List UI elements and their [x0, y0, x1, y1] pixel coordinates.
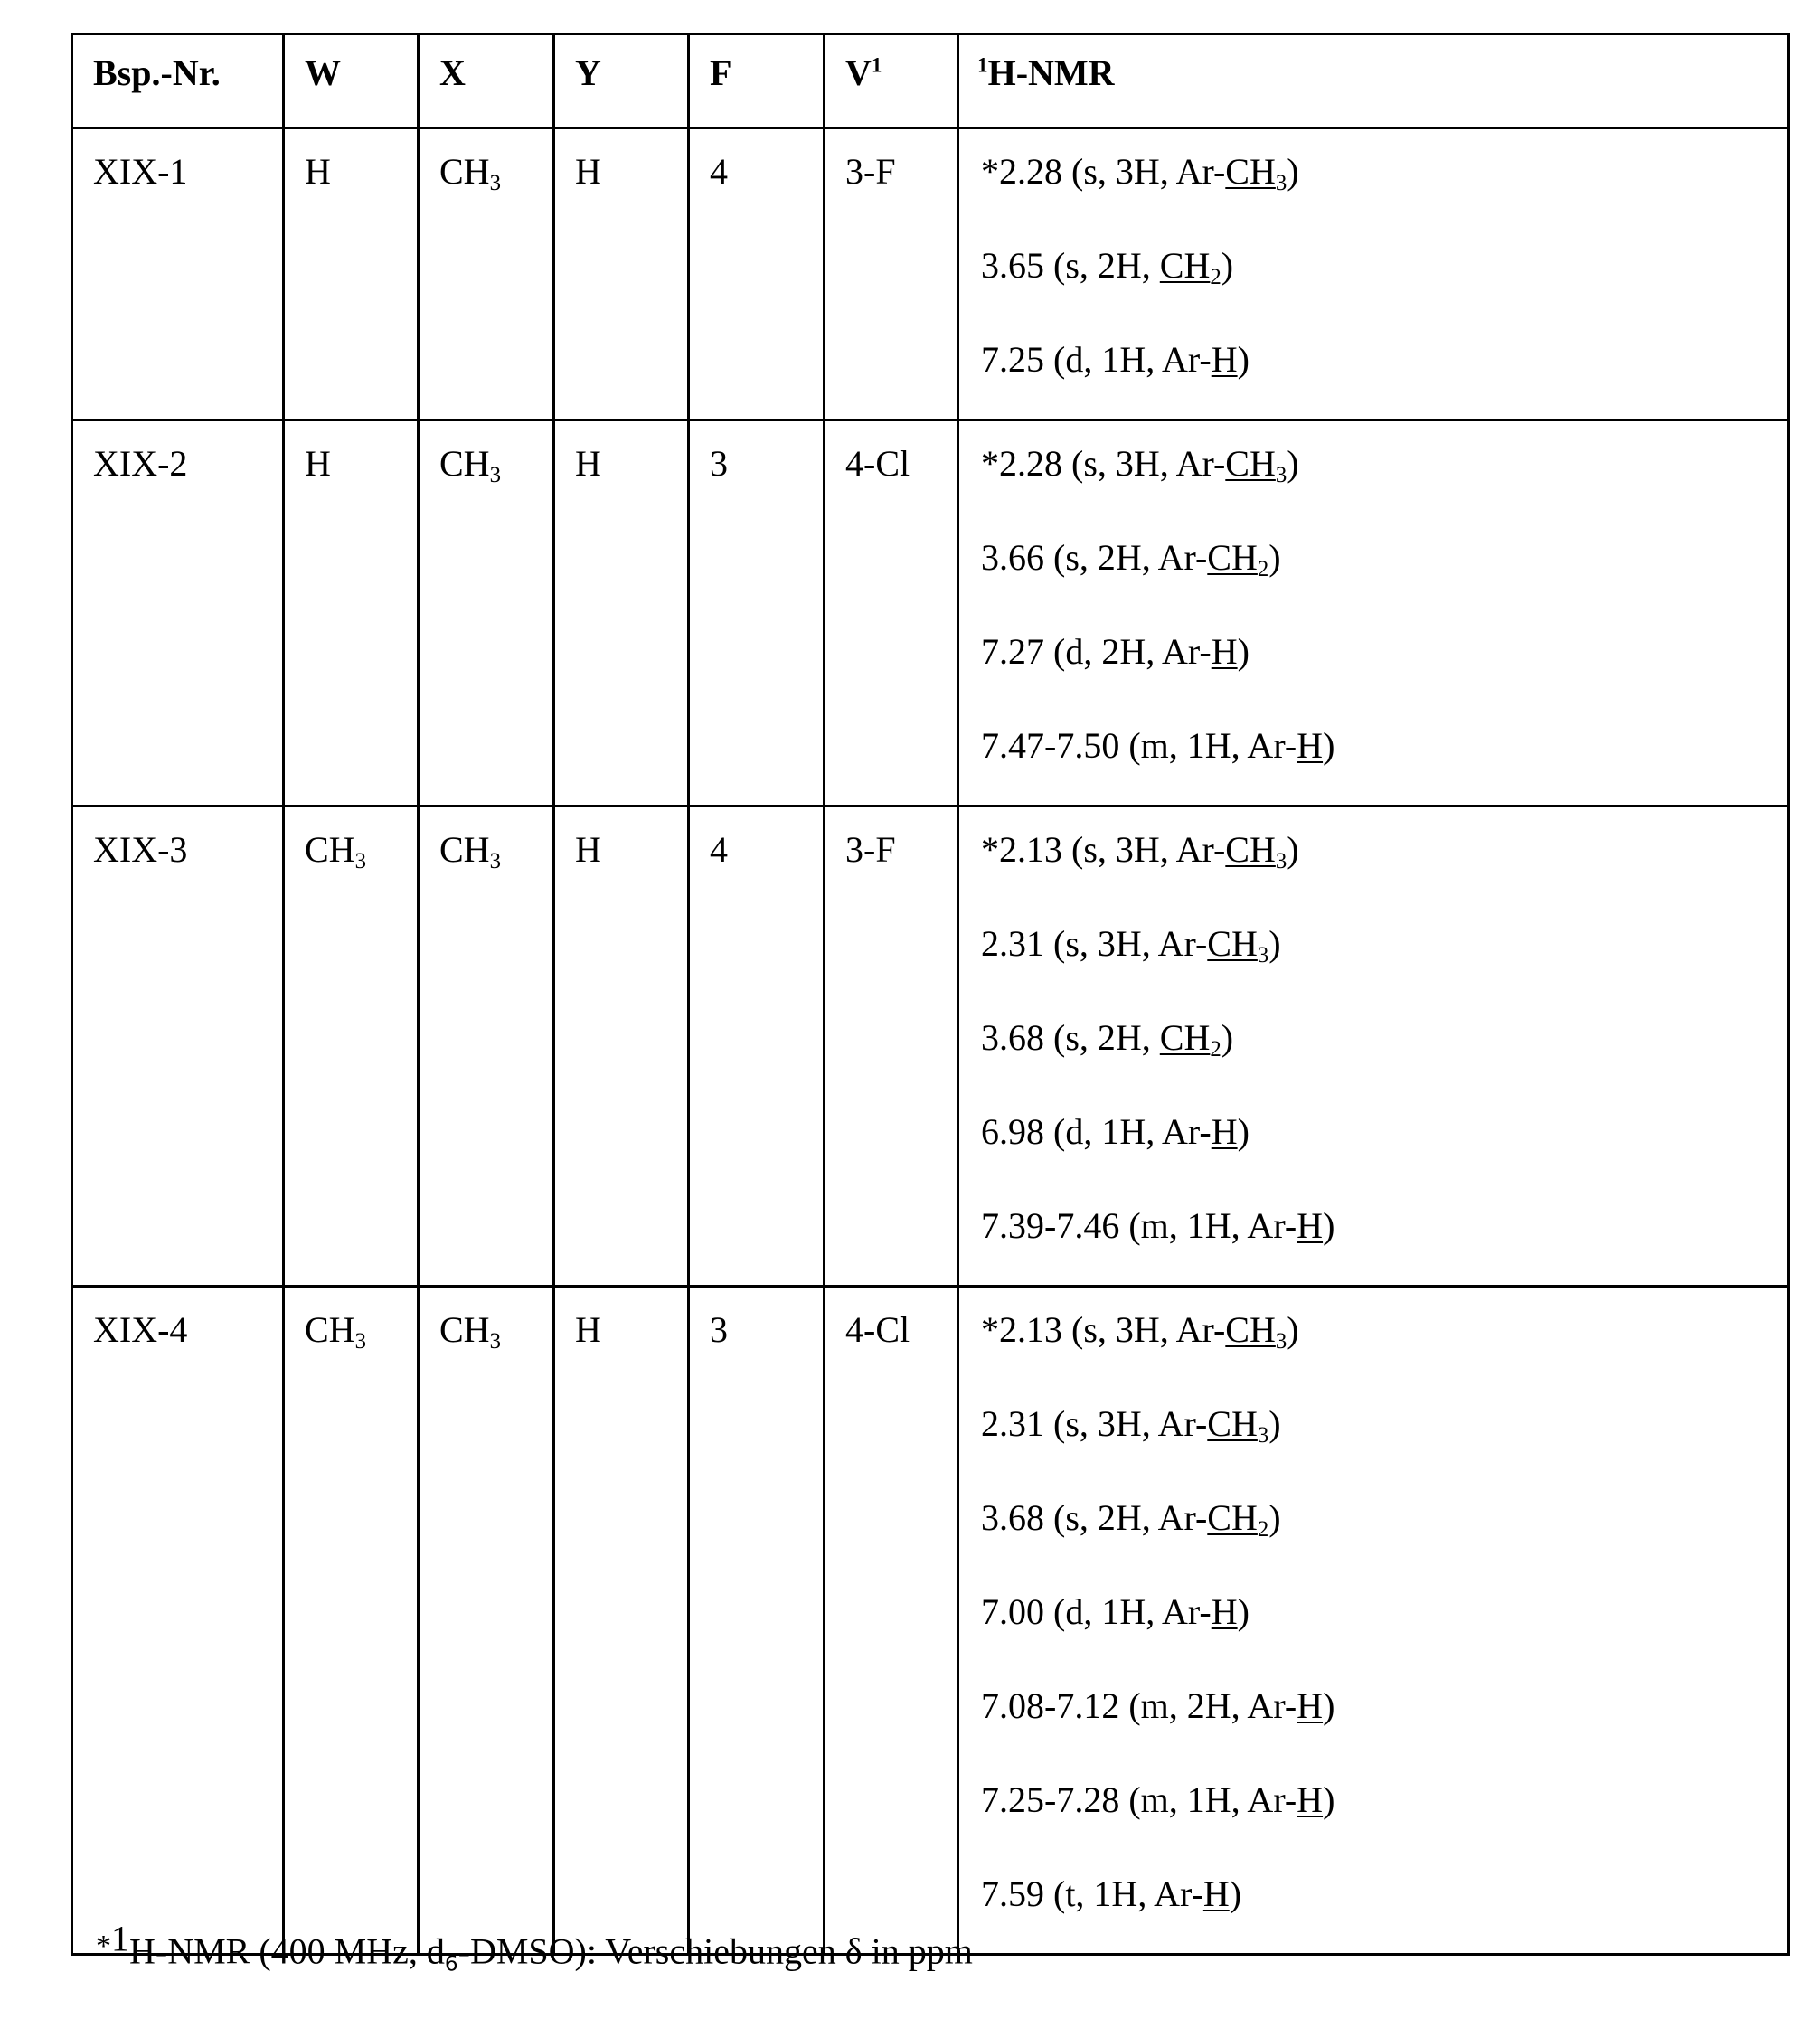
table-header-row	[72, 34, 1789, 128]
nmr-signal	[981, 1003, 1787, 1097]
cell-x-base: CH	[439, 1309, 490, 1350]
cell-w	[284, 807, 419, 1287]
nmr-signal-close: )	[1268, 1403, 1281, 1444]
nmr-signal-text: 7.47-7.50 (m, 1H, Ar-	[981, 725, 1297, 766]
nmr-signal-close: )	[1323, 1685, 1335, 1726]
cell-nmr	[958, 420, 1789, 807]
cell-nmr	[958, 807, 1789, 1287]
nmr-signal	[981, 1389, 1787, 1483]
header-f: F	[689, 34, 825, 128]
nmr-signal-close: )	[1229, 1873, 1242, 1914]
nmr-assigned-group	[1212, 631, 1238, 672]
nmr-assigned-group	[1159, 245, 1221, 289]
nmr-group-base: CH	[1207, 537, 1258, 578]
nmr-signal-text: 7.25 (d, 1H, Ar-	[981, 339, 1212, 380]
header-v-label: V	[845, 52, 872, 93]
cell-w-base: H	[305, 443, 331, 484]
cell-x-subscript: 3	[489, 462, 501, 487]
nmr-signal	[981, 1765, 1787, 1859]
nmr-signal	[981, 1191, 1787, 1285]
nmr-group-base: CH	[1159, 245, 1211, 286]
nmr-signal-close: )	[1287, 151, 1299, 192]
nmr-signal	[981, 617, 1787, 711]
cell-x-subscript: 3	[489, 848, 501, 873]
cell-v1: 4-Cl	[825, 1287, 958, 1955]
cell-x	[419, 128, 554, 420]
nmr-group-base: H	[1297, 725, 1324, 766]
nmr-assigned-group	[1207, 1403, 1269, 1448]
nmr-signal-close: )	[1268, 923, 1281, 964]
nmr-group-subscript: 3	[1275, 1328, 1287, 1354]
nmr-signal	[981, 137, 1787, 231]
nmr-assigned-group	[1203, 1873, 1230, 1914]
nmr-signal-text: 7.08-7.12 (m, 2H, Ar-	[981, 1685, 1297, 1726]
nmr-group-subscript: 2	[1210, 1036, 1221, 1061]
cell-example-no: XIX-3	[72, 807, 284, 1287]
nmr-signal-close: )	[1237, 1591, 1249, 1632]
cell-f: 3	[689, 420, 825, 807]
cell-x-subscript: 3	[489, 170, 501, 195]
cell-f: 4	[689, 807, 825, 1287]
cell-f: 3	[689, 1287, 825, 1955]
header-y: Y	[554, 34, 689, 128]
nmr-signal	[981, 1859, 1787, 1953]
cell-y: H	[554, 420, 689, 807]
header-x: X	[419, 34, 554, 128]
header-nmr-label: H-NMR	[987, 52, 1115, 93]
nmr-assigned-group	[1297, 1685, 1323, 1726]
footnote-asterisk: *	[96, 1929, 111, 1963]
nmr-signal-text: 2.31 (s, 3H, Ar-	[981, 923, 1208, 964]
nmr-signal-text: 7.27 (d, 2H, Ar-	[981, 631, 1212, 672]
nmr-assigned-group	[1297, 1779, 1323, 1820]
cell-w	[284, 420, 419, 807]
nmr-assigned-group	[1207, 537, 1269, 581]
nmr-signal-close: )	[1237, 339, 1249, 380]
nmr-assigned-group	[1212, 1111, 1238, 1152]
cell-w	[284, 128, 419, 420]
header-nmr-isotope: 1	[977, 53, 988, 78]
header-example-no: Bsp.-Nr.	[72, 34, 284, 128]
nmr-group-subscript: 3	[1257, 942, 1269, 967]
cell-w-subscript: 3	[354, 848, 366, 873]
nmr-signal-close: )	[1323, 1205, 1335, 1246]
nmr-signal-close: )	[1268, 537, 1281, 578]
nmr-group-base: CH	[1207, 1497, 1258, 1538]
nmr-signal-close: )	[1323, 725, 1335, 766]
nmr-assigned-group	[1159, 1017, 1221, 1061]
nmr-data-table	[71, 33, 1790, 1956]
cell-nmr	[958, 128, 1789, 420]
cell-example-no: XIX-4	[72, 1287, 284, 1955]
nmr-signal-close: )	[1237, 631, 1249, 672]
footnote-subscript: 6	[444, 1951, 458, 1977]
cell-y: H	[554, 128, 689, 420]
table-row	[72, 807, 1789, 1287]
nmr-signal-close: )	[1221, 245, 1234, 286]
cell-w-subscript: 3	[354, 1328, 366, 1354]
nmr-group-base: CH	[1225, 1309, 1276, 1350]
nmr-group-subscript: 3	[1275, 462, 1287, 487]
nmr-group-base: H	[1297, 1779, 1324, 1820]
nmr-group-base: H	[1202, 1873, 1230, 1914]
cell-y: H	[554, 807, 689, 1287]
nmr-signal-text: 7.39-7.46 (m, 1H, Ar-	[981, 1205, 1297, 1246]
nmr-signal	[981, 909, 1787, 1003]
nmr-signal-text: *2.28 (s, 3H, Ar-	[981, 443, 1226, 484]
nmr-group-base: CH	[1225, 151, 1276, 192]
cell-v1: 4-Cl	[825, 420, 958, 807]
nmr-group-base: CH	[1159, 1017, 1211, 1058]
nmr-group-subscript: 3	[1275, 170, 1287, 195]
nmr-signal	[981, 231, 1787, 325]
header-v1	[825, 34, 958, 128]
cell-x	[419, 420, 554, 807]
nmr-signal-close: )	[1237, 1111, 1249, 1152]
header-v-superscript: 1	[871, 53, 882, 78]
cell-nmr	[958, 1287, 1789, 1955]
nmr-group-base: H	[1211, 339, 1238, 380]
table-row	[72, 420, 1789, 807]
nmr-signal-text: *2.13 (s, 3H, Ar-	[981, 829, 1226, 870]
footnote-text-1: H-NMR (400 MHz, d	[129, 1930, 445, 1972]
footnote-isotope: 1	[111, 1918, 129, 1959]
nmr-signal	[981, 1295, 1787, 1389]
nmr-signal	[981, 1483, 1787, 1577]
cell-example-no: XIX-1	[72, 128, 284, 420]
nmr-assigned-group	[1225, 829, 1287, 873]
nmr-signal	[981, 325, 1787, 419]
cell-w-base: CH	[305, 1309, 355, 1350]
nmr-signal	[981, 1577, 1787, 1671]
nmr-signal-text: 7.25-7.28 (m, 1H, Ar-	[981, 1779, 1297, 1820]
nmr-group-subscript: 2	[1210, 264, 1221, 289]
nmr-group-subscript: 2	[1257, 556, 1269, 581]
nmr-signal	[981, 429, 1787, 523]
cell-y: H	[554, 1287, 689, 1955]
table-row	[72, 128, 1789, 420]
nmr-assigned-group	[1207, 1497, 1269, 1542]
nmr-signal-text: 3.68 (s, 2H, Ar-	[981, 1497, 1208, 1538]
nmr-group-base: CH	[1207, 1403, 1258, 1444]
nmr-assigned-group	[1297, 1205, 1323, 1246]
nmr-signal-text: 2.31 (s, 3H, Ar-	[981, 1403, 1208, 1444]
cell-x-base: CH	[439, 829, 490, 870]
nmr-group-base: CH	[1207, 923, 1258, 964]
nmr-group-subscript: 3	[1257, 1422, 1269, 1448]
cell-x	[419, 1287, 554, 1955]
nmr-signal	[981, 711, 1787, 805]
cell-v1: 3-F	[825, 807, 958, 1287]
nmr-signal	[981, 1097, 1787, 1191]
nmr-signal-text: 7.00 (d, 1H, Ar-	[981, 1591, 1212, 1632]
header-nmr	[958, 34, 1789, 128]
nmr-signal-close: )	[1323, 1779, 1335, 1820]
table-row	[72, 1287, 1789, 1955]
cell-x-base: CH	[439, 151, 490, 192]
nmr-signal-text: *2.13 (s, 3H, Ar-	[981, 1309, 1226, 1350]
nmr-signal-close: )	[1268, 1497, 1281, 1538]
nmr-signal-close: )	[1287, 443, 1299, 484]
nmr-group-base: H	[1211, 1591, 1238, 1632]
nmr-assigned-group	[1297, 725, 1323, 766]
nmr-group-base: CH	[1225, 829, 1276, 870]
nmr-signal-text: 3.66 (s, 2H, Ar-	[981, 537, 1208, 578]
header-w: W	[284, 34, 419, 128]
nmr-group-subscript: 2	[1257, 1516, 1269, 1542]
nmr-signal-text: *2.28 (s, 3H, Ar-	[981, 151, 1226, 192]
cell-x-base: CH	[439, 443, 490, 484]
nmr-signal-text: 6.98 (d, 1H, Ar-	[981, 1111, 1212, 1152]
nmr-group-base: H	[1297, 1685, 1324, 1726]
nmr-assigned-group	[1207, 923, 1269, 967]
nmr-assigned-group	[1225, 1309, 1287, 1354]
nmr-signal	[981, 523, 1787, 617]
nmr-signal	[981, 1671, 1787, 1765]
nmr-signal-close: )	[1221, 1017, 1234, 1058]
nmr-group-base: H	[1211, 631, 1238, 672]
cell-w-base: CH	[305, 829, 355, 870]
footnote	[96, 1918, 973, 1977]
nmr-signal	[981, 815, 1787, 909]
cell-x-subscript: 3	[489, 1328, 501, 1354]
nmr-signal-text: 3.68 (s, 2H,	[981, 1017, 1160, 1058]
nmr-assigned-group	[1225, 443, 1287, 487]
nmr-group-subscript: 3	[1275, 848, 1287, 873]
cell-example-no: XIX-2	[72, 420, 284, 807]
nmr-group-base: H	[1297, 1205, 1324, 1246]
cell-w-base: H	[305, 151, 331, 192]
nmr-group-base: CH	[1225, 443, 1276, 484]
nmr-assigned-group	[1225, 151, 1287, 195]
cell-v1: 3-F	[825, 128, 958, 420]
cell-x	[419, 807, 554, 1287]
nmr-group-base: H	[1211, 1111, 1238, 1152]
nmr-signal-close: )	[1287, 1309, 1299, 1350]
nmr-signal-text: 7.59 (t, 1H, Ar-	[981, 1873, 1203, 1914]
footnote-text-2: -DMSO): Verschiebungen δ in ppm	[457, 1930, 973, 1972]
nmr-assigned-group	[1212, 1591, 1238, 1632]
nmr-signal-close: )	[1287, 829, 1299, 870]
cell-w	[284, 1287, 419, 1955]
cell-f: 4	[689, 128, 825, 420]
nmr-signal-text: 3.65 (s, 2H,	[981, 245, 1160, 286]
nmr-assigned-group	[1212, 339, 1238, 380]
